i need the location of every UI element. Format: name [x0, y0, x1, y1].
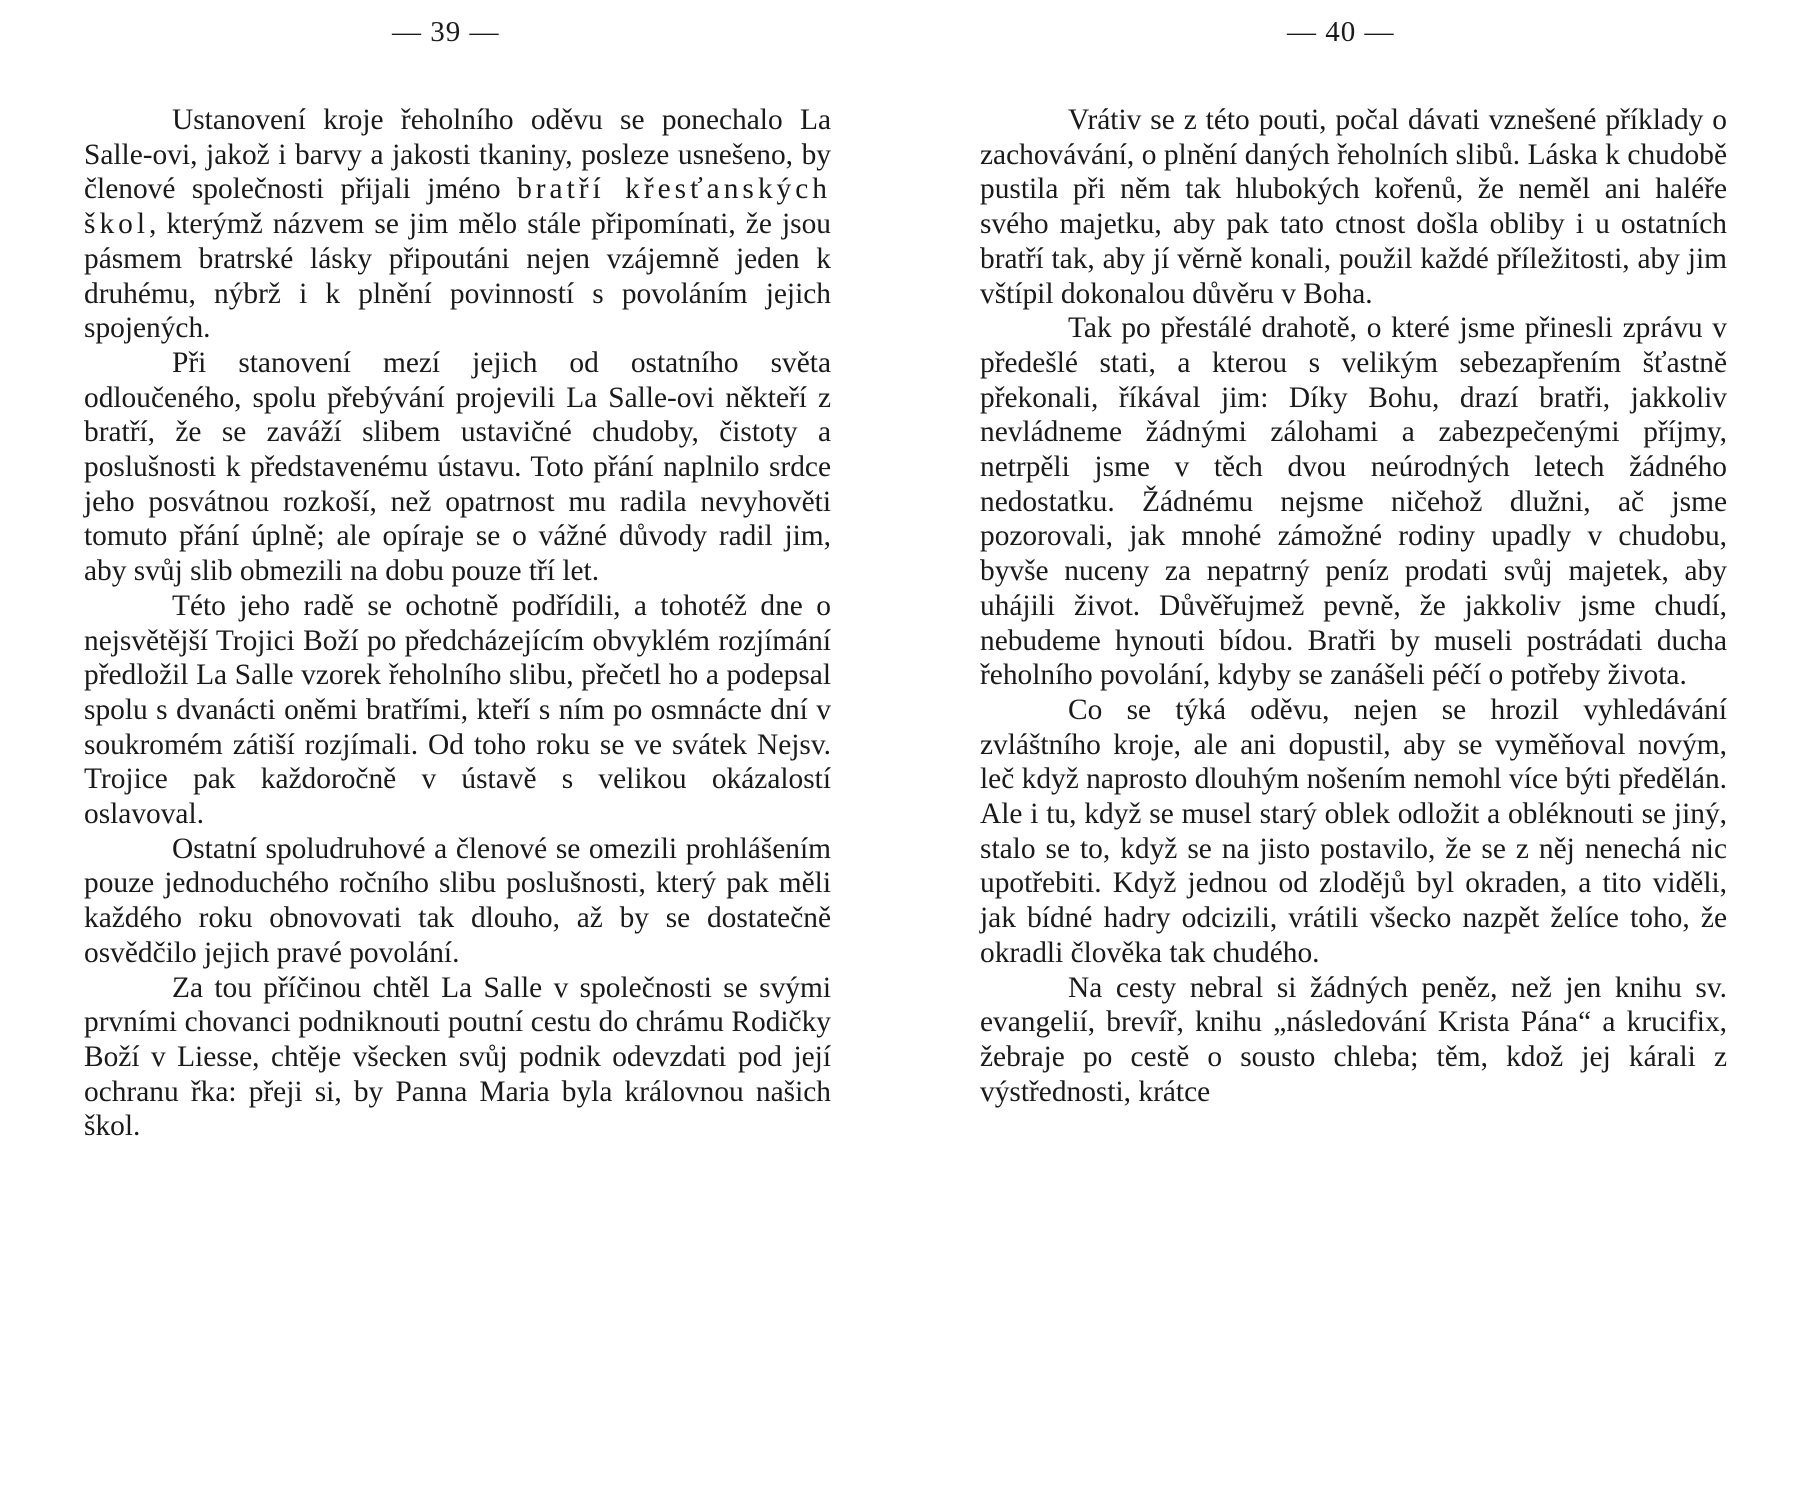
paragraph: Ostatní spoludruhové a členové se omezili prohlášením pouze jednoduchého ročního slibu poslušnosti, který pak měli každého roku obnovovati tak dlouho, až by se dostatečně osvědčilo jejich pravé povolání.	[84, 832, 831, 969]
paragraph: Této jeho radě se ochotně podřídili, a tohotéž dne o nejsvětější Trojici Boží po předcházejícím obvyklém rozjímání předložil La Salle vzorek řeholního slibu, přečetl ho a podepsal spolu s dvanácti oněmi bratřími, kteří s ním po osmnácte dní v soukromém zátiší rozjímali. Od toho roku se ve svátek Nejsv. Trojice pak každoročně v ústavě s velikou okázalostí oslavoval.	[84, 589, 831, 831]
paragraph: Při stanovení mezí jejich od ostatního světa odloučeného, spolu přebývání projevili La Salle-ovi někteří z bratří, že se zaváží slibem ustavičné chudoby, čistoty a poslušnosti k představenému ústavu. Toto přání naplnilo srdce jeho posvátnou rozkoší, než opatrnost mu radila nevyhověti tomuto přání úplně; ale opíraje se o vážné důvody radil jim, aby svůj slib obmezili na dobu pouze tří let.	[84, 346, 831, 588]
paragraph: Vrátiv se z této pouti, počal dávati vznešené příklady o zachovávání, o plnění daných řeholních slibů. Láska k chudobě pustila při něm tak hlubokých kořenů, že neměl ani haléře svého majetku, aby pak tato ctnost došla obliby i u ostatních bratří tak, aby jí věrně konali, použil každé příležitosti, aby jim vštípil dokonalou důvěru v Boha.	[980, 104, 1727, 310]
paragraph-text: , kterýmž názvem se jim mělo stále připomínati, že jsou pásmem bratrské lásky připoutáni nejen vzájemně jeden k druhému, nýbrž i k plnění povinností s povoláním jejich spojených.	[84, 208, 831, 345]
page-number: — 39 —	[392, 16, 500, 48]
paragraph: Za tou příčinou chtěl La Salle v společnosti se svými prvními chovanci podniknouti poutní cestu do chrámu Rodičky Boží v Liesse, chtěje všecken svůj podnik odevzdati pod její ochranu řka: přeji si, by Panna Maria byla královnou našich škol.	[84, 971, 831, 1143]
page-number: — 40 —	[1287, 16, 1395, 48]
page-body	[84, 103, 831, 1144]
paragraph: Na cesty nebral si žádných peněz, než jen knihu sv. evangelií, brevíř, knihu „následování Krista Pána“ a krucifix, žebraje po cestě o sousto chleba; těm, kdož jej kárali z výstřednosti, krátce	[980, 971, 1727, 1108]
right-page	[899, 0, 1798, 1500]
paragraph	[84, 103, 831, 346]
paragraph: Tak po přestálé drahotě, o které jsme přinesli zprávu v předešlé stati, a kterou s velikým sebezapřením šťastně překonali, říkával jim: Díky Bohu, drazí bratři, jakkoliv nevládneme žádnými zálohami a zabezpečenými příjmy, netrpěli jsme v těch dvou neúrodných letech žádného nedostatku. Žádnému nejsme ničehož dlužni, ač jsme pozorovali, jak mnohé zámožné rodiny upadly v chudobu, byvše nuceny za nepatrný peníz prodati svůj majetek, aby uhájili život. Důvěřujmež pevně, že jakkoliv jsme chudí, nebudeme hynouti bídou. Bratři by museli postrádati ducha řeholního povolání, kdyby se zanášeli péčí o potřeby života.	[980, 312, 1727, 692]
paragraph: Co se týká oděvu, nejen se hrozil vyhledávání zvláštního kroje, ale ani dopustil, aby se vyměňoval novým, leč když naprosto dlouhým nošením nemohl více býti předělán. Ale i tu, když se musel starý oblek odložit a obléknouti se jiný, stalo se to, když se na jisto postavilo, že se z něj nenechá nic upotřebiti. Když jednou od zlodějů byl okraden, a tito viděli, jak bídné hadry odcizili, vrátili všecko nazpět želíce toho, že okradli člověka tak chudého.	[980, 693, 1727, 969]
page-body	[980, 103, 1727, 1109]
paragraph-text: Ustanovení kroje řeholního oděvu se ponechalo La Salle-ovi, jakož i barvy a jakosti tkaniny, posleze usnešeno, by členové společnosti přijali jméno	[84, 104, 831, 206]
emphasized-name: bratří křesťanských škol	[84, 173, 831, 241]
